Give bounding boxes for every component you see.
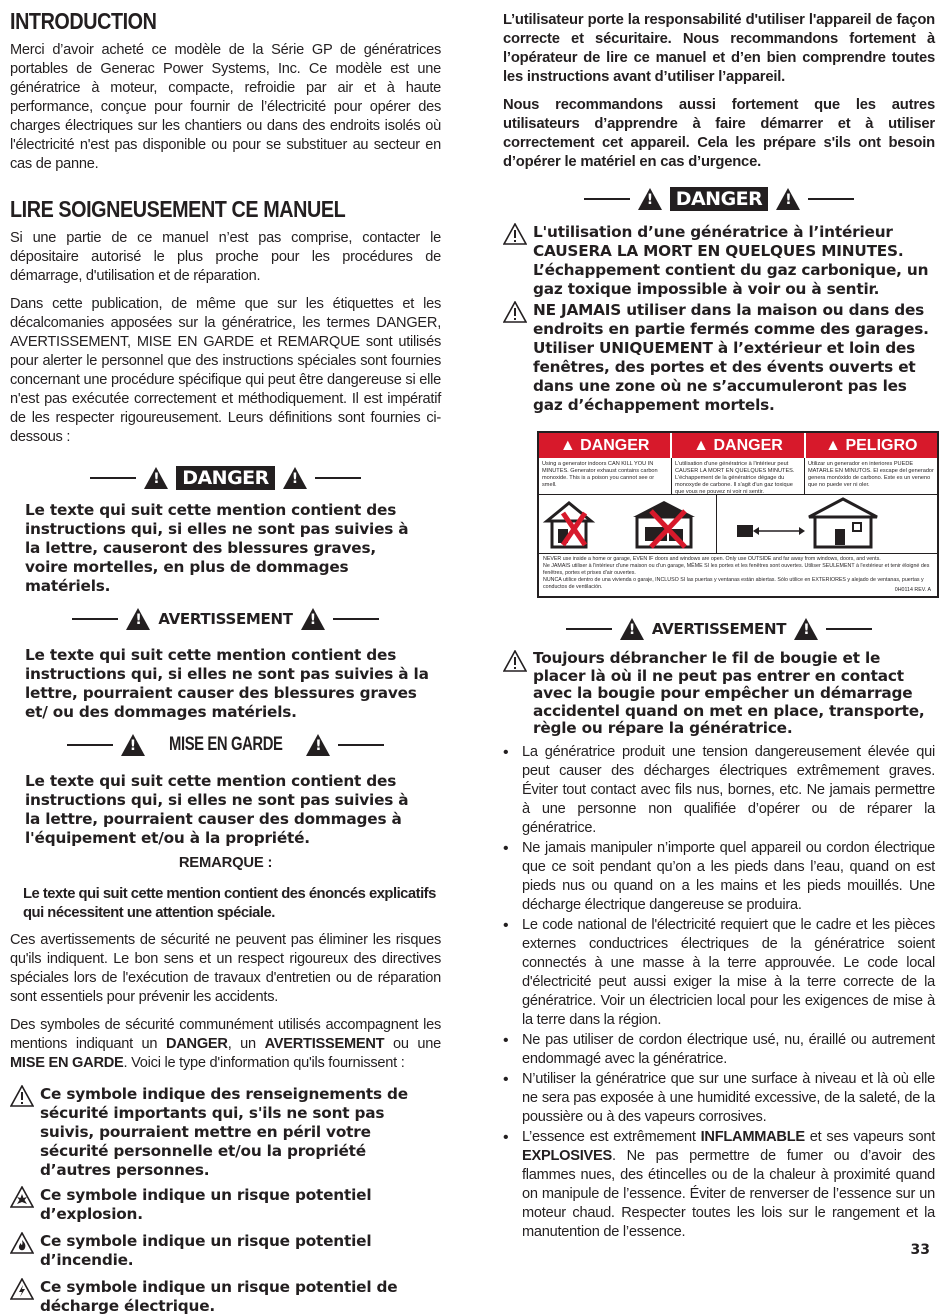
warning-triangle-icon: [126, 608, 150, 630]
label-text-fr: L'utilisation d'une génératrice à l'intérieur peut CAUSER LA MORT EN QUELQUES MINUTES. L'échappement de la génératrice dégage du monoxyde de carbone. Il s'agit d'un gaz toxique que vous ne pouvez ni voir ni sentir.: [672, 458, 805, 494]
mise-en-garde-definition: Le texte qui suit cette mention contient des instructions qui, si elles ne sont pas suivies à la lettre, pourraient causer des dommages à l'équipement et/ou à la propriété.: [25, 772, 409, 847]
symbol-shock-text: Ce symbole indique un risque potentiel de décharge électrique.: [40, 1278, 398, 1315]
banner-rule: [315, 477, 361, 479]
page-number: 33: [910, 1242, 930, 1258]
bullet-item-gasoline: [503, 1128, 935, 1242]
house-garage-forbidden-icon: [539, 495, 716, 553]
right-column: [503, 8, 935, 1242]
danger-label: DANGER: [670, 187, 769, 211]
remarque-label: REMARQUE :: [178, 855, 273, 871]
inflammable-term: INFLAMMABLE: [700, 1128, 805, 1145]
text-span: L’essence est extrêmement: [522, 1128, 701, 1145]
left-column: [10, 8, 441, 1316]
symbol-explosion-row: [10, 1186, 441, 1224]
label-header-text: DANGER: [713, 436, 783, 454]
bullet-item: • Le code national de l'électricité requiert que le cadre et les pièces externes conductrices électriques de la génératrice soient connectés à une masse à la terre approuvée. Le code local d'électricité peut aussi exiger la mise à la terre correcte de la génératrice. Voir un électricien local pour les exigences de mise à la terre dans la région.: [503, 916, 935, 1030]
banner-rule: [72, 618, 118, 620]
warning-triangle-icon: ▲: [559, 436, 581, 454]
manual-paragraph-1: Si une partie de ce manuel n’est pas comprise, contacter le dépositaire autorisé le plus proche pour les procédures de démarrage, d'utilisation et de réparation.: [10, 230, 441, 284]
electric-shock-icon: [10, 1278, 34, 1300]
warning-triangle-icon: [620, 618, 644, 640]
danger-warning-1-text: L'utilisation d’une génératrice à l’intérieur CAUSERA LA MORT EN QUELQUES MINUTES. L’échappement contient du gaz carbonique, un gaz toxique impossible à voir ou à sentir.: [533, 223, 929, 298]
bullet-item: • Ne pas utiliser de cordon électrique usé, nu, éraillé ou autrement endommagé avec la génératrice.: [503, 1031, 935, 1069]
banner-rule: [67, 744, 113, 746]
banner-rule: [808, 198, 854, 200]
mise-en-garde-label: MISE EN GARDE: [168, 734, 283, 755]
warning-outline-icon: [503, 650, 527, 672]
manual-paragraph-2: Dans cette publication, de même que sur les étiquettes et les décalcomanies apposées sur la génératrice, les termes DANGER, AVERTISSEMENT, MISE EN GARDE et REMARQUE sont utilisés pour alerter le personnel que des instructions spéciales sont fournies concernant une procédure spécifique qui peut être dangereuse si elle n'est pas exécutée correctement et méthodiquement. Il est impératif de les respecter rigoureusement. Leurs définitions sont fournies ci-dessous :: [10, 296, 441, 445]
warning-triangle-icon: [283, 467, 307, 489]
banner-rule: [90, 477, 136, 479]
safety-bullet-list: [503, 743, 935, 1242]
text-span: . Voici le type d'information qu'ils fournissent :: [123, 1055, 405, 1071]
intro-heading: INTRODUCTION: [10, 8, 157, 34]
label-text-row: [539, 458, 937, 495]
fire-icon: [10, 1232, 34, 1254]
danger-warning-2: [503, 301, 935, 415]
label-header: [539, 433, 937, 458]
danger-label: DANGER: [176, 466, 275, 490]
avertissement-banner: [10, 604, 441, 634]
warning-outline-icon: [10, 1085, 34, 1107]
text-span: et ses vapeurs sont: [804, 1128, 936, 1145]
warning-triangle-icon: [306, 734, 330, 756]
mise-en-garde-term: MISE EN GARDE: [10, 1055, 124, 1071]
safety-label-image: [537, 431, 939, 598]
warning-triangle-icon: ▲: [825, 436, 846, 454]
label-text-es: Utilizar un generador en interiores PUEDE MATARLE EN MINUTOS. El escape del generador genera monóxido de carbono. Este es un veneno que no puede ver ni oler.: [808, 461, 934, 488]
safety-paragraph-1: Ces avertissements de sécurité ne peuvent pas éliminer les risques qu'ils indiquent. Le bon sens et un respect rigoureux des directives spéciales lors de l'exécution de travaux d'entretien ou de réparation sont essentiels pour prévenir les accidents.: [10, 932, 441, 1005]
warning-triangle-icon: [638, 188, 662, 210]
banner-rule: [826, 628, 872, 630]
danger-banner: [10, 463, 441, 493]
symbol-shock-row: [10, 1278, 441, 1316]
user-responsibility-paragraph: L’utilisateur porte la responsabilité d'utiliser l'appareil de façon correcte et sécuritaire. Nous recommandons fortement à l’opérateur de lire ce manuel et d’en bien comprendre toutes les instructions avant d’utiliser l’appareil.: [503, 12, 935, 85]
label-text-en: Using a generator indoors CAN KILL YOU IN MINUTES. Generator exhaust contains carbon monoxide. This is a poison you cannot see or smell.: [539, 458, 672, 494]
bullet-item: • La génératrice produit une tension dangereusement élevée qui peut causer des décharges électriques extrêmement graves. Éviter tout contact avec fils nus, bornes, etc. Ne jamais permettre à une personne non qualifiée d’opérer ou de réparer la génératrice.: [503, 743, 935, 838]
label-header-fr: [672, 433, 805, 458]
avertissement-term: AVERTISSEMENT: [264, 1036, 385, 1052]
danger-banner: [503, 184, 935, 214]
danger-warning-1: [503, 223, 935, 299]
label-header-text: PELIGRO: [845, 436, 918, 454]
avertissement-warning: [503, 650, 935, 738]
label-pictogram-row: [539, 495, 937, 554]
avertissement-label: AVERTISSEMENT: [158, 610, 293, 628]
warning-triangle-icon: ▲: [693, 436, 714, 454]
mise-en-garde-banner: [10, 730, 441, 760]
symbol-general-text: Ce symbole indique des renseignements de sécurité importants qui, s'ils ne sont pas suivis, pourraient mettre en péril votre sécurité personnelle et/ou la propriété d’autres personnes.: [40, 1085, 408, 1179]
banner-rule: [338, 744, 384, 746]
text-span: , un: [227, 1036, 265, 1052]
safety-paragraph-2: [10, 1016, 441, 1073]
explosives-term: EXPLOSIVES: [522, 1147, 612, 1164]
intro-paragraph: Merci d’avoir acheté ce modèle de la Série GP de génératrices portables de Generac Power Systems, Inc. Ce modèle est une génératrice à moteur, compacte, refroidie par air et à haute performance, conçue pour fournir de l’électricité pour opérer des charges électriques sur les chantiers ou dans des endroits isolés où l'électricité n'est pas disponible ou pour se substituer au secteur en cas de panne.: [10, 42, 441, 172]
warning-triangle-icon: [776, 188, 800, 210]
label-footer-es: NUNCA utilice dentro de una vivienda o garaje, INCLUSO SI las puertas y ventanas están abiertas. Sólo utilice en EXTERIORES y alejado de ventanas, puertas y conductos de ventilación.: [543, 577, 924, 590]
explosion-icon: [10, 1186, 34, 1208]
label-header-es: [806, 433, 937, 458]
symbol-explosion-text: Ce symbole indique un risque potentiel d’explosion.: [40, 1186, 372, 1223]
avertissement-definition: Le texte qui suit cette mention contient des instructions qui, si elles ne sont pas suivies à la lettre, pourraient causer des blessures graves et/ ou des dommages matériels.: [25, 646, 429, 721]
bullet-item: • N’utiliser la génératrice que sur une surface à niveau et là où elle ne sera pas exposée à une humidité excessive, de la saleté, de la poussière ou à des vapeurs corrosives.: [503, 1070, 935, 1127]
user-recommendation-paragraph: Nous recommandons aussi fortement que les autres utilisateurs d’apprendre à faire démarrer et à utiliser correctement cet appareil. Cela les prépare s'ils ont besoin d’opérer le matériel en cas d’urgence.: [503, 97, 935, 170]
warning-outline-icon: [503, 223, 527, 245]
label-pictogram-forbidden: [539, 495, 717, 553]
warning-triangle-icon: [121, 734, 145, 756]
warning-outline-icon: [503, 301, 527, 323]
symbol-general-row: [10, 1085, 441, 1180]
label-footer-fr: Ne JAMAIS utiliser à l'intérieur d'une maison ou d'un garage, MÊME SI les portes et les fenêtres sont ouvertes. Utiliser SEULEMENT à l'extérieur et tenir éloigné des fenêtres, portes et prises d'air ouvertes.: [543, 563, 930, 576]
danger-definition: Le texte qui suit cette mention contient des instructions qui, si elles ne sont pas suivies à la lettre, causeront des blessures graves, voire mortelles, en plus de dommages matériels.: [25, 501, 409, 595]
banner-rule: [333, 618, 379, 620]
avertissement-warning-text: Toujours débrancher le fil de bougie et le placer là où il ne peut pas entrer en contact avec la bougie pour empêcher un démarrage accidentel quand on met en place, transporte, règle ou répare la génératrice.: [533, 649, 925, 737]
danger-warning-2-text: NE JAMAIS utiliser dans la maison ou dans des endroits en partie fermés comme des garages. Utiliser UNIQUEMENT à l’extérieur et loin des fenêtres, des portes et des évents ouverts et dans une zone où ne s’accumuleront pas les gaz d’échappement mortels.: [533, 301, 929, 414]
warning-triangle-icon: [794, 618, 818, 640]
manual-heading: LIRE SOIGNEUSEMENT CE MANUEL: [10, 196, 346, 222]
banner-rule: [566, 628, 612, 630]
label-footer: [539, 554, 937, 596]
label-header-en: [539, 433, 672, 458]
warning-triangle-icon: [144, 467, 168, 489]
label-header-text: DANGER: [580, 436, 650, 454]
bullet-item: • Ne jamais manipuler n’importe quel appareil ou cordon électrique que ce soit pendant qu’on a les pieds dans l’eau, quand on est pieds nus ou quand on a les mains et les pieds mouillés. Une décharge électrique dangereuse se produira.: [503, 839, 935, 915]
banner-rule: [584, 198, 630, 200]
danger-term: DANGER: [165, 1036, 228, 1052]
remarque-definition: Le texte qui suit cette mention contient des énoncés explicatifs qui nécessitent une attention spéciale.: [23, 886, 436, 921]
label-footer-en: NEVER use inside a home or garage, EVEN IF doors and windows are open. Only use OUTSIDE and far away from windows, doors, and vents.: [543, 556, 881, 562]
warning-triangle-icon: [301, 608, 325, 630]
text-span: ou une: [384, 1036, 441, 1052]
generator-outside-icon: [717, 495, 934, 553]
symbol-fire-row: [10, 1232, 441, 1270]
text-span: . Ne pas permettre de fumer ou d’avoir des flammes nues, des étincelles ou de la chaleur à proximité quand on manipule de l’essence. Éviter de renverser de l’essence sur un moteur chaud. Respecter toutes les lois sur le rangement et la manutention de l’essence.: [522, 1147, 935, 1240]
label-code: 0H0114 REV. A: [894, 587, 931, 593]
label-pictogram-outside: [717, 495, 937, 553]
text-span: Des symboles de sécurité communément utilisés accompagnent les mentions indiquant un: [10, 1017, 441, 1052]
symbol-fire-text: Ce symbole indique un risque potentiel d’incendie.: [40, 1232, 372, 1269]
avertissement-banner: [503, 614, 935, 644]
avertissement-label: AVERTISSEMENT: [651, 620, 787, 638]
